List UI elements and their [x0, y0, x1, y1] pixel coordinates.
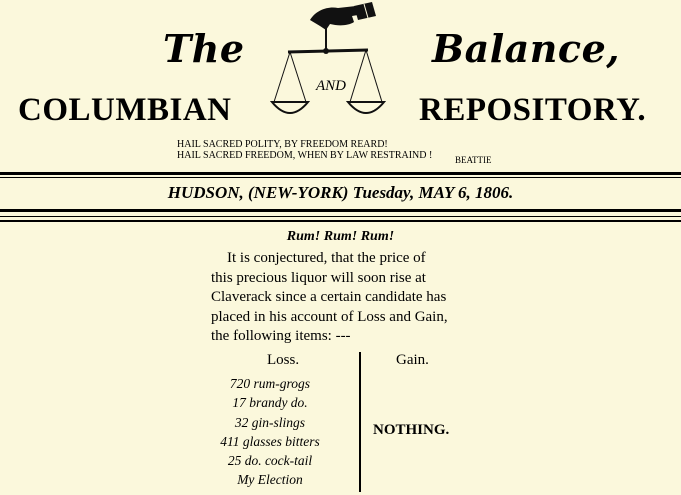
ledger-loss-item: 411 glasses bitters [220, 433, 320, 449]
ledger-gain-header: Gain. [396, 352, 429, 368]
masthead-connector: AND [316, 78, 346, 94]
ledger-loss-item: My Election [237, 472, 303, 488]
ledger-loss-item: 17 brandy do. [232, 395, 308, 411]
article-body [211, 249, 476, 347]
double-rule-bottom [0, 209, 681, 212]
dateline: HUDSON, (NEW-YORK) Tuesday, MAY 6, 1806. [167, 183, 514, 202]
article-line: this precious liquor will soon rise at [211, 269, 426, 286]
masthead-title-balance: Balance, [432, 26, 620, 71]
rule-bottom [0, 220, 681, 222]
double-rule-top [0, 172, 681, 175]
article-line: the following items: --- [211, 328, 351, 344]
masthead-subtitle-repository: REPOSITORY. [419, 92, 647, 128]
article-line: It is conjectured, that the price of [227, 250, 426, 266]
motto-line: HAIL SACRED POLITY, BY FREEDOM REARD! [177, 139, 388, 150]
article-line: Claverack since a certain candidate has [211, 289, 447, 305]
ledger-gain-value: NOTHING. [373, 422, 450, 438]
motto-attribution: BEATTIE [455, 155, 492, 165]
ledger-loss-item: 25 do. cock-tail [227, 453, 313, 469]
masthead-subtitle-columbian: COLUMBIAN [18, 92, 232, 128]
hand-holding-scales-icon [268, 0, 398, 140]
double-rule-bottom-thin [0, 216, 681, 217]
double-rule-top-thin [0, 177, 681, 178]
ledger-loss-item: 32 gin-slings [234, 414, 306, 430]
article-line: placed in his account of Loss and Gain, [211, 308, 448, 325]
ledger-loss-item: 720 rum-grogs [229, 376, 311, 391]
ledger-loss-list [200, 374, 340, 490]
ledger-loss-header: Loss. [267, 352, 300, 368]
ledger-divider [359, 352, 361, 492]
masthead-title-the: The [163, 26, 245, 71]
motto-line: HAIL SACRED FREEDOM, WHEN BY LAW RESTRAIND ! [177, 150, 433, 161]
article-title: Rum! Rum! Rum! [286, 229, 395, 244]
